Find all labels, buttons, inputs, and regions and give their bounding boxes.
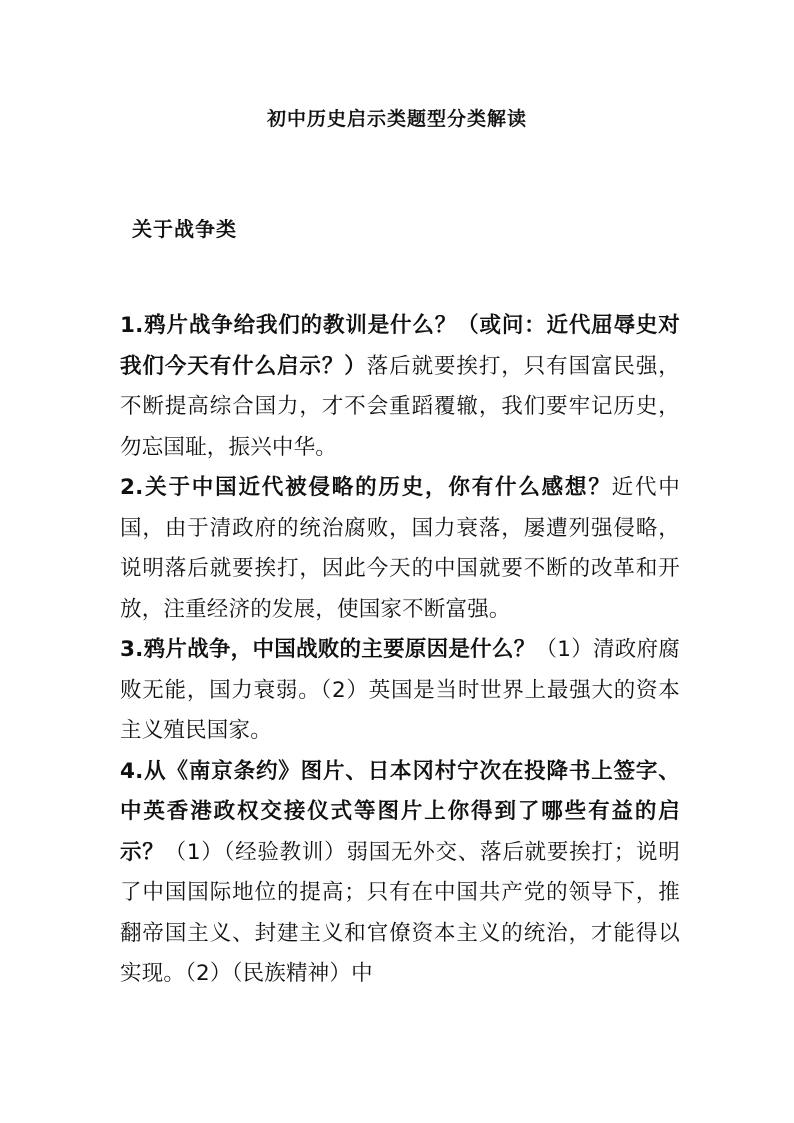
question-1: 1.鸦片战争给我们的教训是什么？（或问：近代屈辱史对我们今天有什么启示？）	[120, 313, 680, 379]
section-heading: 关于战争类	[132, 217, 237, 241]
answer-2: 近代中国，由于清政府的统治腐败，国力衰落，屡遭列强侵略，说明落后就要挨打，因此今天的中国就要不断的改革和开放，注重经济的发展，使国家不断富强。	[120, 475, 680, 622]
document-body	[120, 306, 680, 995]
answer-3: （1）清政府腐败无能，国力衰弱。（2）英国是当时世界上最强大的资本主义殖民国家。	[120, 637, 680, 743]
answer-4: （1）（经验教训）弱国无外交、落后就要挨打；说明了中国国际地位的提高；只有在中国共产党的领导下，推翻帝国主义、封建主义和官僚资本主义的统治，才能得以实现。（2）（民族精神）中	[120, 839, 681, 986]
document-title: 初中历史启示类题型分类解读	[266, 108, 527, 130]
answer-1: 落后就要挨打，只有国富民强，不断提高综合国力，才不会重蹈覆辙，我们要牢记历史，勿忘国耻，振兴中华。	[120, 353, 680, 460]
question-2: 2.关于中国近代被侵略的历史，你有什么感想？	[120, 475, 612, 500]
question-3: 3.鸦片战争，中国战败的主要原因是什么？	[120, 637, 536, 662]
qa-item-2	[120, 468, 680, 630]
qa-item-4	[120, 752, 680, 995]
qa-item-3	[120, 630, 680, 752]
question-4: 4.从《南京条约》图片、日本冈村宁次在投降书上签字、中英香港政权交接仪式等图片上你得到了哪些有益的启示？	[120, 758, 680, 865]
qa-item-1	[120, 306, 680, 468]
